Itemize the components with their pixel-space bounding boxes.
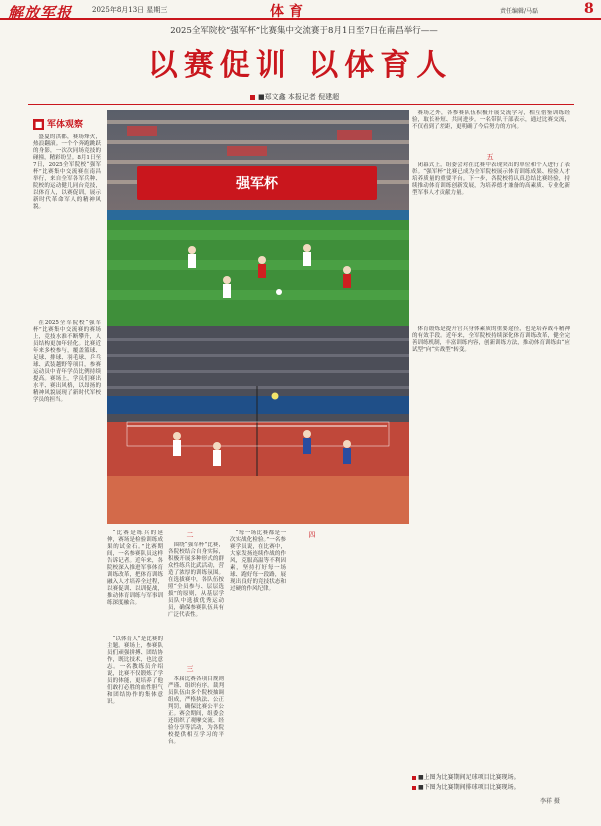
- paragraph: 闭幕式上，组委会对在比赛中表现突出的单位和个人进行了表彰。“强军杯”比赛已成为全军院校展示体育训练成果、检验人才培养质量的重要平台。下一步，各院校将认真总结比赛经验，持续推动体育训练创新发展，为培养德才兼备的高素质、专业化新型军事人才贡献力量。: [412, 162, 570, 196]
- title-divider: [28, 104, 574, 105]
- paragraph: 体育锻炼是提升官兵身体素质的重要途径，也是培养战斗精神的有效手段。近年来，全军院校持续深化体育训练改革，健全完善训练机制，丰富训练内容，创新训练方法，推动体育训练由“应试型”向“实战型”转变。: [412, 326, 570, 353]
- page-number: 8: [584, 1, 594, 17]
- bullet-icon: [412, 786, 416, 790]
- paragraph: 围绕“强军杯”比赛，各院校结合自身实际，积极开展多种形式的群众性练兵比武活动，营造了浓厚的训练氛围。在选拔赛中，各队伍按照“全员参与、层层选拔”的原则，从基层学员队中选拔优秀运动员，确保参赛队伍具有广泛代表性。: [168, 542, 224, 618]
- article-column-6: [412, 326, 570, 790]
- bullet-icon: [250, 95, 255, 100]
- section-number: 四: [308, 531, 316, 539]
- paragraph: 盛夏的洪都，赛场烽火，热浪翻滚。一个个奔跑跳跃的身影，一次次同场竞技的碰撞，精彩纷呈。8月1日至7日，2025全军院校“强军杯”比赛集中交流赛在南昌举行，来自全军各军兵种、院校的运动健儿同台竞技，以体育人，以赛促训，展示新时代革命军人的精神风貌。: [33, 134, 101, 210]
- article-column-3: [168, 542, 224, 652]
- section-number: 三: [186, 665, 194, 673]
- flag-icon: ■: [34, 119, 43, 129]
- photo-caption-2: [412, 784, 572, 792]
- section-number: 二: [186, 531, 194, 539]
- masthead: 解放军报: [8, 4, 73, 22]
- bullet-icon: [412, 776, 416, 780]
- article-subtitle: 2025全军院校“强军杯”比赛集中交流赛于8月1日至7日在南昌举行——: [170, 26, 438, 36]
- paragraph: 赛场之外，各参赛队伍积极开展交流学习，相互借鉴训练经验，取长补短、共同进步。一名带队干部表示，通过比赛交流，不仅看到了差距，更明确了今后努力的方向。: [412, 110, 570, 130]
- photo-credit: 李祥 摄: [540, 798, 560, 805]
- football-scene-image: [107, 110, 409, 326]
- column-tag-text: 军体观察: [47, 120, 84, 130]
- section-number: 五: [486, 153, 494, 161]
- paragraph: 在2025全军院校“强军杯”比赛集中交流赛的赛场上，竞技水准不断攀升，人员结构更加年轻化。比赛近年来多校参与，覆盖篮球、足球、排球、羽毛球、乒乓球、武装越野等项目，参赛运动员中青年学员比例持续提高。赛场上，学员们赛出水平、赛出风格，以昂扬的精神风貌展现了新时代军校学员的担当。: [33, 320, 101, 403]
- paragraph: 本届比赛各项目规则严谨、组织有序。裁判员队伍由多个院校抽调组成，严格执法、公正判罚，确保比赛公平公正。赛会期间，组委会还组织了观摩交流、经验分享等活动，为各院校提供相互学习的平台。: [168, 676, 224, 745]
- photo-caption-1: [412, 774, 572, 782]
- paragraph: “比赛是练兵的延伸，赛场是检验训练成果的试金石。”比赛期间，一名参赛队员这样告诉记者。近年来，各院校深入推进军事体育训练改革，把体育训练融入人才培养全过程，以赛促训、以训促战，推动体育训练与军事训练深度融合。: [107, 530, 163, 606]
- byline-text: ■郑文鑫 本报记者 倪建超: [258, 93, 340, 101]
- article-column-4: [230, 530, 286, 640]
- svg-text:强军杯: 强军杯: [236, 176, 278, 192]
- article-column-3b: [168, 676, 224, 786]
- article-column-5: [412, 110, 570, 150]
- page-header: [0, 0, 601, 20]
- article-column-1: [33, 134, 101, 314]
- caption-text: ■上图为比赛期间足球项目比赛现场。: [418, 774, 520, 781]
- article-column-2b: [107, 636, 163, 786]
- caption-text: ■下图为比赛期间排球项目比赛现场。: [418, 784, 520, 791]
- article-title: 以赛促训 以体育人: [147, 48, 453, 83]
- byline: [250, 92, 339, 102]
- column-tag: [33, 117, 83, 130]
- article-column-5b: [412, 162, 570, 322]
- editor-credit: 责任编辑/马磊: [500, 8, 539, 15]
- volleyball-scene-image: [107, 326, 409, 524]
- issue-date: 2025年8月13日 星期三: [92, 6, 168, 14]
- article-column-2: [107, 530, 163, 630]
- paragraph: “以体育人”是比赛的主题。赛场上，参赛队员们顽强拼搏、团结协作，既比技术，也比意志。一名教练员介绍说，比赛不仅锻炼了学员的体能，更培养了他们敢打必胜的血性胆气和团结协作的集体意识。: [107, 636, 163, 705]
- photo-volleyball: [107, 326, 409, 524]
- article-column-1b: [33, 320, 101, 790]
- paragraph: “每一场比赛都是一次实战化检验。”一名参赛学员说，在比赛中，大家发扬连续作战的作风，克服高温等不利因素，坚持打好每一场球、跑好每一段路，展现出良好的竞技状态和过硬的作风纪律。: [230, 530, 286, 592]
- photo-football: [107, 110, 409, 326]
- section-title: 体育: [270, 4, 308, 20]
